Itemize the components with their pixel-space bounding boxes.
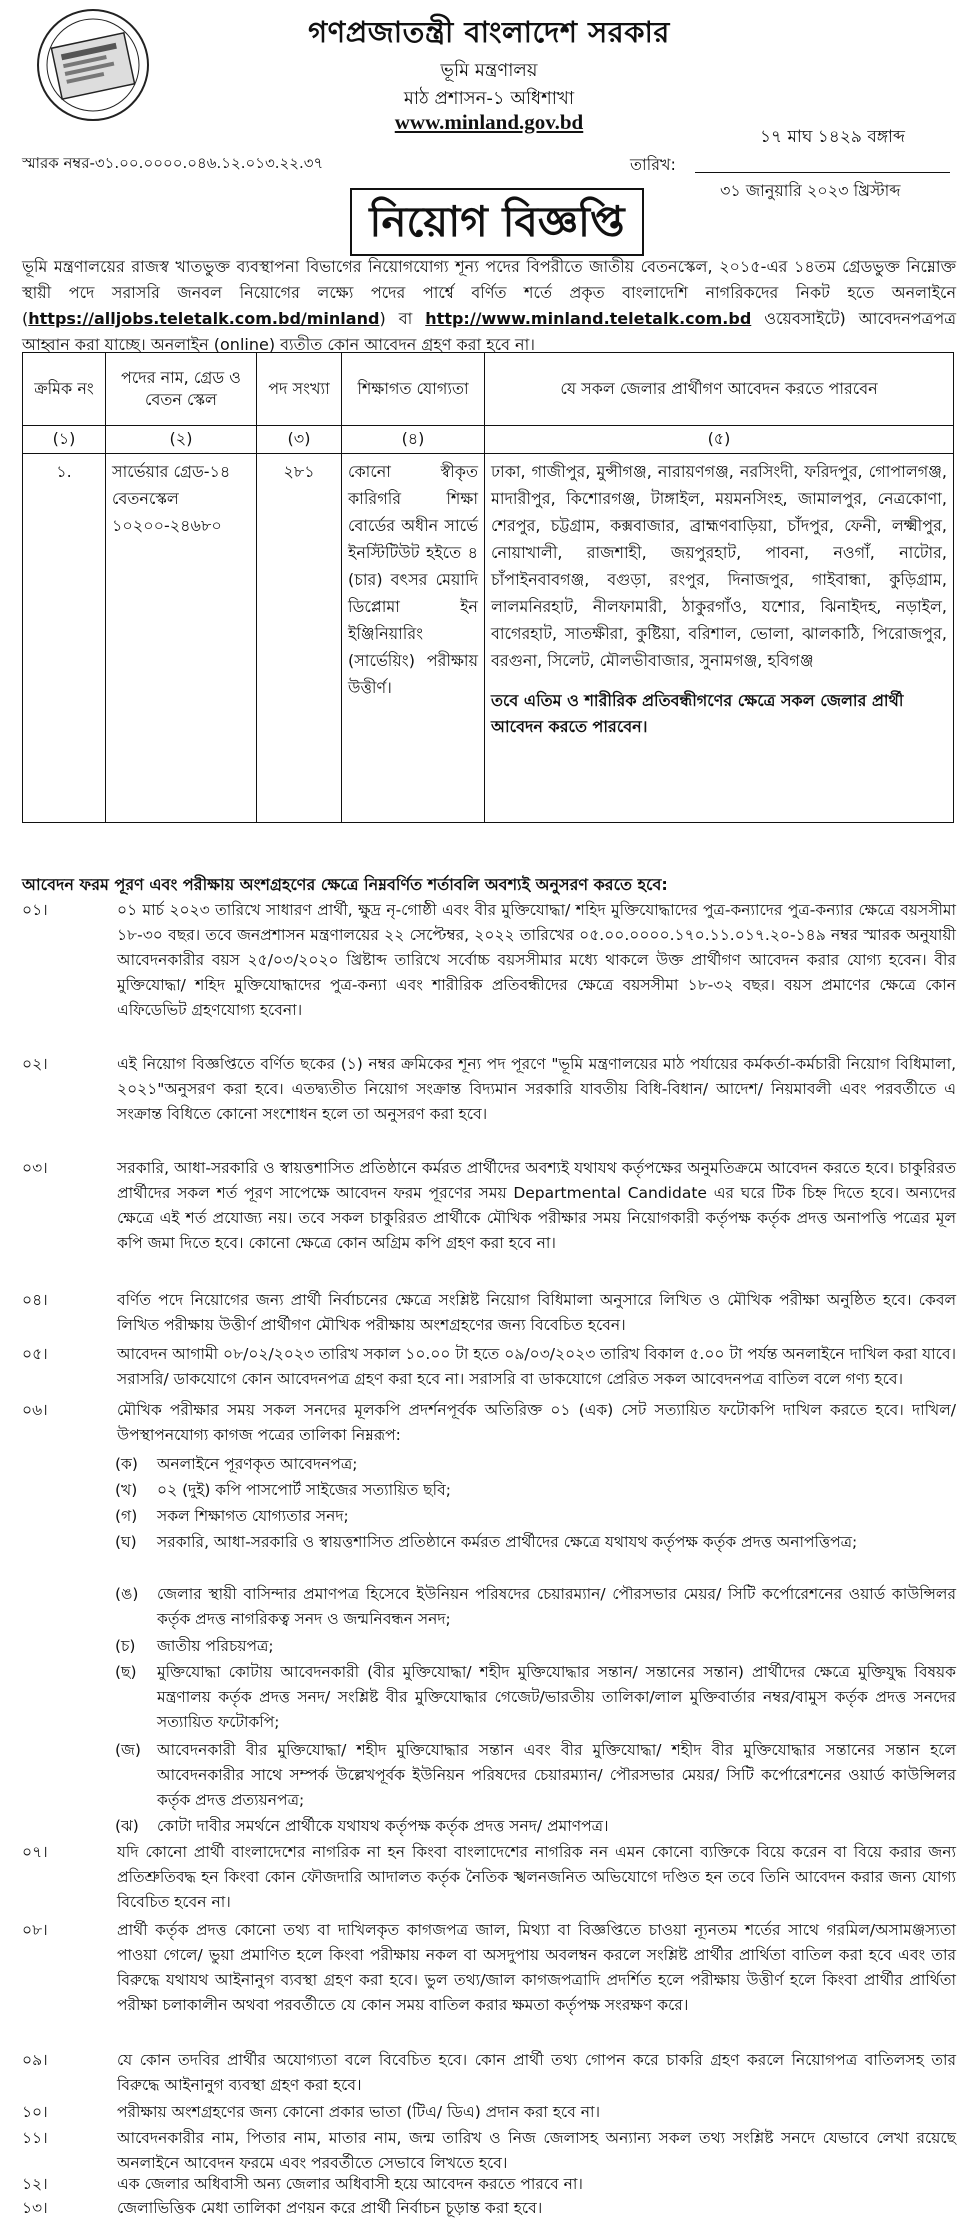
condition-text: পরীক্ষায় অংশগ্রহণের জন্য কোনো প্রকার ভাতা (টিএ/ ডিএ) প্রদান করা হবে না। <box>117 2103 601 2121</box>
condition-text: প্রার্থী কর্তৃক প্রদত্ত কোনো তথ্য বা দাখিলকৃত কাগজপত্র জাল, মিথ্যা বা বিজ্ঞপ্তিতে চাওয়া ন্যূনতম শর্তের সাথে গরমিল/অসামঞ্জস্যতা পাওয়া গেলে/ ভুয়া প্রমাণিত হলে কিংবা পরীক্ষায় নকল বা অসদুপায় অবলম্বন করলে সংশ্লিষ্ট প্রার্থীর প্রার্থিতা বাতিল করা হবে এবং তার বিরুদ্ধে যথাযথ আইনানুগ ব্যবস্থা গ্রহণ করা হবে। ভুল তথ্য/জাল কাগজপত্রাদি প্রদর্শিত হলে পরীক্ষায় উত্তীর্ণ হলে কিংবা প্রার্থীর প্রার্থিতা পরীক্ষা চলাকালীন অথবা পরবর্তীতে যে কোন সময় বাতিল করার ক্ষমতা কর্তৃপক্ষ সংরক্ষণ করে। <box>117 1921 956 2014</box>
condition-item <box>22 1840 956 1915</box>
date-english: ৩১ জানুয়ারি ২০২৩ খ্রিস্টাব্দ <box>720 181 901 200</box>
condition-number: ১১। <box>22 2129 48 2147</box>
district-list: ঢাকা, গাজীপুর, মুন্সীগঞ্জ, নারায়ণগঞ্জ, নরসিংদী, ফরিদপুর, গোপালগঞ্জ, মাদারীপুর, কিশোরগঞ্জ, টাঙ্গাইল, ময়মনসিংহ, জামালপুর, নেত্রকোণা, শেরপুর, চট্টগ্রাম, কক্সবাজার, ব্রাহ্মণবাড়িয়া, চাঁদপুর, ফেনী, লক্ষ্মীপুর, নোয়াখালী, রাজশাহী, জয়পুরহাট, পাবনা, নওগাঁ, নাটোর, চাঁপাইনবাবগঞ্জ, বগুড়া, রংপুর, দিনাজপুর, গাইবান্ধা, কুড়িগ্রাম, লালমনিরহাট, নীলফামারী, ঠাকুরগাঁও, যশোর, ঝিনাইদহ, নড়াইল, বাগেরহাট, সাতক্ষীরা, কুষ্টিয়া, বরিশাল, ভোলা, ঝালকাঠি, পিরোজপুর, বরগুনা, সিলেট, মৌলভীবাজার, সুনামগঞ্জ, হবিগঞ্জ <box>491 462 947 670</box>
document-label: (চ) <box>115 1637 136 1655</box>
cell-quantity: ২৮১ <box>257 454 342 823</box>
post-table <box>22 352 954 823</box>
condition-item <box>22 2126 956 2176</box>
condition-number: ০৩। <box>22 1159 48 1177</box>
condition-number: ১৩। <box>22 2199 48 2217</box>
condition-item <box>22 2048 956 2098</box>
col-number: (১) <box>23 426 106 454</box>
document-label: (ক) <box>115 1455 138 1473</box>
condition-number: ০২। <box>22 1055 48 1073</box>
condition-number: ০৯। <box>22 2051 48 2069</box>
intro-paragraph <box>22 254 956 358</box>
condition-number: ০৫। <box>22 1345 48 1363</box>
document-item <box>22 1814 956 1839</box>
document-text: ০২ (দুই) কপি পাসপোর্ট সাইজের সত্যায়িত ছবি; <box>157 1481 451 1499</box>
condition-text: মৌখিক পরীক্ষার সময় সকল সনদের মূলকপি প্রদর্শনপূর্বক অতিরিক্ত ০১ (এক) সেট সত্যায়িত ফটোকপি দাখিল করতে হবে। দাখিল/ উপস্থাপনযোগ্য কাগজ পত্রের তালিকা নিম্নরূপ: <box>117 1401 956 1444</box>
condition-item <box>22 2172 956 2197</box>
document-label: (ঝ) <box>115 1817 139 1835</box>
document-item <box>22 1634 956 1659</box>
condition-item <box>22 1288 956 1338</box>
table-row <box>23 454 954 823</box>
date-bangla: ১৭ মাঘ ১৪২৯ বঙ্গাব্দ <box>760 127 905 147</box>
table-column-number-row <box>23 426 954 454</box>
condition-item <box>22 1342 956 1392</box>
document-item <box>22 1738 956 1813</box>
header-qualification: শিক্ষাগত যোগ্যতা <box>342 353 485 426</box>
document-item <box>22 1660 956 1735</box>
col-number: (২) <box>106 426 257 454</box>
department-name: মাঠ প্রশাসন-১ অধিশাখা <box>403 88 575 109</box>
document-item <box>22 1582 956 1632</box>
application-link-1[interactable]: https://alljobs.teletalk.com.bd/minland <box>28 309 380 328</box>
document-item <box>22 1478 956 1503</box>
condition-number: ১০। <box>22 2103 48 2121</box>
condition-text: আবেদনকারীর নাম, পিতার নাম, মাতার নাম, জন্ম তারিখ ও নিজ জেলাসহ অন্যান্য সকল তথ্য সংশ্লিষ্ট সনদে যেভাবে লেখা রয়েছে অনলাইনে আবেদন ফরমে এবং পরবর্তীতে সেভাবে লিখতে হবে। <box>117 2129 956 2172</box>
website-link[interactable]: www.minland.gov.bd <box>394 110 584 134</box>
condition-text: এক জেলার অধিবাসী অন্য জেলার অধিবাসী হয়ে আবেদন করতে পারবে না। <box>117 2175 583 2193</box>
condition-item <box>22 2100 956 2125</box>
condition-number: ১২। <box>22 2175 48 2193</box>
condition-text: যদি কোনো প্রার্থী বাংলাদেশের নাগরিক না হন কিংবা বাংলাদেশের নাগরিক নন এমন কোনো ব্যক্তিকে বিয়ে করেন বা বিয়ে করার জন্য প্রতিশ্রুতিবদ্ধ হন কিংবা কোন ফৌজদারি আদালত কর্তৃক নৈতিক স্খলনজনিত অভিযোগে দণ্ডিত হন তবে তিনি আবেদন করার জন্য যোগ্য বিবেচিত হবেন না। <box>117 1843 956 1911</box>
document-text: সকল শিক্ষাগত যোগ্যতার সনদ; <box>157 1507 349 1525</box>
document-item <box>22 1530 956 1555</box>
condition-number: ০১। <box>22 901 48 919</box>
date-divider <box>695 172 950 173</box>
date-label: তারিখ: <box>630 155 676 174</box>
district-note: তবে এতিম ও শারীরিক প্রতিবন্ধীগণের ক্ষেত্রে সকল জেলার প্রার্থী আবেদন করতে পারবেন। <box>491 691 904 736</box>
condition-number: ০৮। <box>22 1921 48 1939</box>
government-name: গণপ্রজাতন্ত্রী বাংলাদেশ সরকার <box>308 15 670 49</box>
header-serial: ক্রমিক নং <box>23 353 106 426</box>
condition-text: জেলাভিত্তিক মেধা তালিকা প্রণয়ন করে প্রার্থী নির্বাচন চূড়ান্ত করা হবে। <box>117 2199 543 2217</box>
cell-serial: ১. <box>23 454 106 823</box>
condition-number: ০৪। <box>22 1291 48 1309</box>
col-number: (৩) <box>257 426 342 454</box>
header-quantity: পদ সংখ্যা <box>257 353 342 426</box>
condition-text: সরকারি, আধা-সরকারি ও স্বায়ত্তশাসিত প্রতিষ্ঠানে কর্মরত প্রার্থীদের অবশ্যই যথাযথ কর্তৃপক্ষের অনুমতিক্রমে আবেদন করতে হবে। চাকুরিরত প্রার্থীদের সকল শর্ত পূরণ সাপেক্ষে আবেদন ফরম পূরণের সময় Departmental Candidate এর ঘরে টিক চিহ্ন দিতে হবে। অন্যদের ক্ষেত্রে এই শর্ত প্রযোজ্য নয়। তবে সকল চাকুরিরত প্রার্থীকে মৌখিক পরীক্ষার সময় নিয়োগকারী কর্তৃপক্ষ কর্তৃক প্রদত্ত অনাপত্তি পত্রের মূল কপি জমা দিতে হবে। কোনো ক্ষেত্রে কোন অগ্রিম কপি গ্রহণ করা হবে না। <box>117 1159 956 1252</box>
intro-text-3: ওয়েবসাইটে) আবেদনপত্রপত্র আহ্বান করা যাচ্ছে। অনলাইন (online) ব্যতীত কোন আবেদন গ্রহণ করা হবে না। <box>22 309 956 354</box>
condition-text: এই নিয়োগ বিজ্ঞপ্তিতে বর্ণিত ছকের (১) নম্বর ক্রমিকের শূন্য পদ পূরণে "ভূমি মন্ত্রণালয়ের মাঠ পর্যায়ের কর্মকর্তা-কর্মচারী নিয়োগ বিধিমালা, ২০২১"অনুসরণ করা হবে। এতদ্ব্যতীত নিয়োগ সংক্রান্ত বিদ্যমান সরকারি যাবতীয় বিধি-বিধান/ আদেশ/ নিয়মাবলী এবং পরবর্তীতে এ সংক্রান্ত বিধিতে কোনো সংশোধন হলে তা অনুসরণ করা হবে। <box>117 1055 956 1123</box>
document-item <box>22 1504 956 1529</box>
document-text: কোটা দাবীর সমর্থনে প্রার্থীকে যথাযথ কর্তৃপক্ষ কর্তৃক প্রদত্ত সনদ/ প্রমাণপত্র। <box>157 1817 609 1835</box>
cell-districts <box>485 454 954 823</box>
conditions-heading: আবেদন ফরম পূরণ এবং পরীক্ষায় অংশগ্রহণের ক্ষেত্রে নিম্নবর্ণিত শর্তাবলি অবশ্যই অনুসরণ করতে হবে: <box>22 875 668 894</box>
condition-item <box>22 898 956 1023</box>
notice-title: নিয়োগ বিজ্ঞপ্তি <box>350 188 644 256</box>
condition-text: আবেদন আগামী ০৮/০২/২০২৩ তারিখ সকাল ১০.০০ টা হতে ০৯/০৩/২০২৩ তারিখ বিকাল ৫.০০ টা পর্যন্ত অনলাইনে দাখিল করা যাবে। সরাসরি/ ডাকযোগে কোন আবেদনপত্র গ্রহণ করা হবে না। সরাসরি বা ডাকযোগে প্রেরিত সকল আবেদনপত্র বাতিল বলে গণ্য হবে। <box>117 1345 956 1388</box>
col-number: (৪) <box>342 426 485 454</box>
document-label: (খ) <box>115 1481 138 1499</box>
cell-post: সার্ভেয়ার গ্রেড-১৪ বেতনস্কেল ১০২০০-২৪৬৮০ <box>106 454 257 823</box>
condition-text: বর্ণিত পদে নিয়োগের জন্য প্রার্থী নির্বাচনের ক্ষেত্রে সংশ্লিষ্ট নিয়োগ বিধিমালা অনুসারে লিখিত ও মৌখিক পরীক্ষা অনুষ্ঠিত হবে। কেবল লিখিত পরীক্ষায় উত্তীর্ণ প্রার্থীগণ মৌখিক পরীক্ষায় অংশগ্রহণের জন্য বিবেচিত হবেন। <box>117 1291 956 1334</box>
col-number: (৫) <box>485 426 954 454</box>
document-label: (ঘ) <box>115 1533 137 1551</box>
intro-text-2: ) বা <box>379 309 426 328</box>
condition-item <box>22 1398 956 1448</box>
document-item <box>22 1452 956 1477</box>
ministry-name: ভূমি মন্ত্রণালয় <box>440 60 538 81</box>
document-text: জাতীয় পরিচয়পত্র; <box>157 1637 274 1655</box>
document-text: অনলাইনে পূরণকৃত আবেদনপত্র; <box>157 1455 358 1473</box>
condition-item <box>22 2196 956 2221</box>
table-header-row <box>23 353 954 426</box>
document-text: আবেদনকারী বীর মুক্তিযোদ্ধা/ শহীদ মুক্তিযোদ্ধার সন্তান এবং বীর মুক্তিযোদ্ধা/ শহীদ বীর মুক্তিযোদ্ধার সন্তানের সন্তান হলে আবেদনকারীর সাথে সম্পর্ক উল্লেখপূর্বক ইউনিয়ন পরিষদের চেয়ারম্যান/ পৌরসভার মেয়র/ সিটি কর্পোরেশনের ওয়ার্ড কাউন্সিলর কর্তৃক প্রদত্ত প্রত্যয়নপত্র; <box>157 1741 956 1809</box>
condition-item <box>22 1918 956 2018</box>
condition-item <box>22 1052 956 1127</box>
intro-text-1: ভূমি মন্ত্রণালয়ের রাজস্ব খাতভুক্ত ব্যবস্থাপনা বিভাগের নিয়োগযোগ্য শূন্য পদের বিপরীতে জাতীয় বেতনস্কেল, ২০১৫-এর ১৪তম গ্রেডভুক্ত নিম্নোক্ত স্থায়ী পদে সরাসরি জনবল নিয়োগের লক্ষ্যে পদের পার্শ্বে বর্ণিত শর্তে প্রকৃত বাংলাদেশি নাগরিকদের নিকট হতে অনলাইনে ( <box>22 257 956 328</box>
condition-number: ০৬। <box>22 1401 48 1419</box>
condition-item <box>22 1156 956 1256</box>
document-label: (গ) <box>115 1507 138 1525</box>
document-text: সরকারি, আধা-সরকারি ও স্বায়ত্তশাসিত প্রতিষ্ঠানে কর্মরত প্রার্থীদের ক্ষেত্রে যথাযথ কর্তৃপক্ষ কর্তৃক প্রদত্ত অনাপত্তিপত্র; <box>157 1533 858 1551</box>
document-label: (ছ) <box>115 1663 137 1681</box>
document-text: মুক্তিযোদ্ধা কোটায় আবেদনকারী (বীর মুক্তিযোদ্ধা/ শহীদ মুক্তিযোদ্ধার সন্তান/ সন্তানের সন্তান) প্রার্থীদের ক্ষেত্রে মুক্তিযুদ্ধ বিষয়ক মন্ত্রণালয় কর্তৃক প্রদত্ত সনদ/ সংশ্লিষ্ট বীর মুক্তিযোদ্ধার গেজেট/ভারতীয় তালিকা/লাল মুক্তিবার্তার নম্বর/বামুস কর্তৃক প্রদত্ত সনদের সত্যায়িত ফটোকপি; <box>157 1663 956 1731</box>
header-post: পদের নাম, গ্রেড ও বেতন স্কেল <box>106 353 257 426</box>
condition-text: ০১ মার্চ ২০২৩ তারিখে সাধারণ প্রার্থী, ক্ষুদ্র নৃ-গোষ্ঠী এবং বীর মুক্তিযোদ্ধা/ শহিদ মুক্তিযোদ্ধাদের পুত্র-কন্যাদের পুত্র-কন্যার ক্ষেত্রে বয়সসীমা ১৮-৩০ বছর। তবে জনপ্রশাসন মন্ত্রণালয়ের ২২ সেপ্টেম্বর, ২০২২ তারিখের ০৫.০০.০০০০.১৭০.১১.০১৭.২০-১৪৯ নম্বর স্মারক অনুযায়ী আবেদনকারীর বয়স ২৫/০৩/২০২০ খ্রিষ্টাব্দ তারিখে সর্বোচ্চ বয়সসীমার মধ্যে থাকলে উক্ত প্রার্থীগণ আবেদন করার যোগ্য হবেন। বীর মুক্তিযোদ্ধা/ শহিদ মুক্তিযোদ্ধাদের পুত্র-কন্যা এবং শারীরিক প্রতিবন্ধীদের ক্ষেত্রে বয়সসীমা ১৮-৩২ বছর। বয়স প্রমাণের ক্ষেত্রে কোন এফিডেভিট গ্রহণযোগ্য হবেনা। <box>117 901 956 1019</box>
condition-text: যে কোন তদবির প্রার্থীর অযোগ্যতা বলে বিবেচিত হবে। কোন প্রার্থী তথ্য গোপন করে চাকরি গ্রহণ করলে নিয়োগপত্র বাতিলসহ তার বিরুদ্ধে আইনানুগ ব্যবস্থা গ্রহণ করা হবে। <box>117 2051 956 2094</box>
condition-number: ০৭। <box>22 1843 48 1861</box>
document-label: (ঙ) <box>115 1585 139 1603</box>
memo-number: স্মারক নম্বর-৩১.০০.০০০০.০৪৬.১২.০১৩.২২.৩৭ <box>22 154 324 172</box>
application-link-2[interactable]: http://www.minland.teletalk.com.bd <box>425 309 752 328</box>
document-text: জেলার স্থায়ী বাসিন্দার প্রমাণপত্র হিসেবে ইউনিয়ন পরিষদের চেয়ারম্যান/ পৌরসভার মেয়র/ সিটি কর্পোরেশনের ওয়ার্ড কাউন্সিলর কর্তৃক প্রদত্ত নাগরিকত্ব সনদ ও জন্মনিবন্ধন সনদ; <box>157 1585 956 1628</box>
cell-qualification: কোনো স্বীকৃত কারিগরি শিক্ষা বোর্ডের অধীন সার্ভে ইনস্টিটিউট হইতে ৪ (চার) বৎসর মেয়াদি ডিপ্লোমা ইন ইঞ্জিনিয়ারিং (সার্ভেয়িং) পরীক্ষায় উত্তীর্ণ। <box>342 454 485 823</box>
header-districts: যে সকল জেলার প্রার্থীগণ আবেদন করতে পারবেন <box>485 353 954 426</box>
document-label: (জ) <box>115 1741 141 1759</box>
